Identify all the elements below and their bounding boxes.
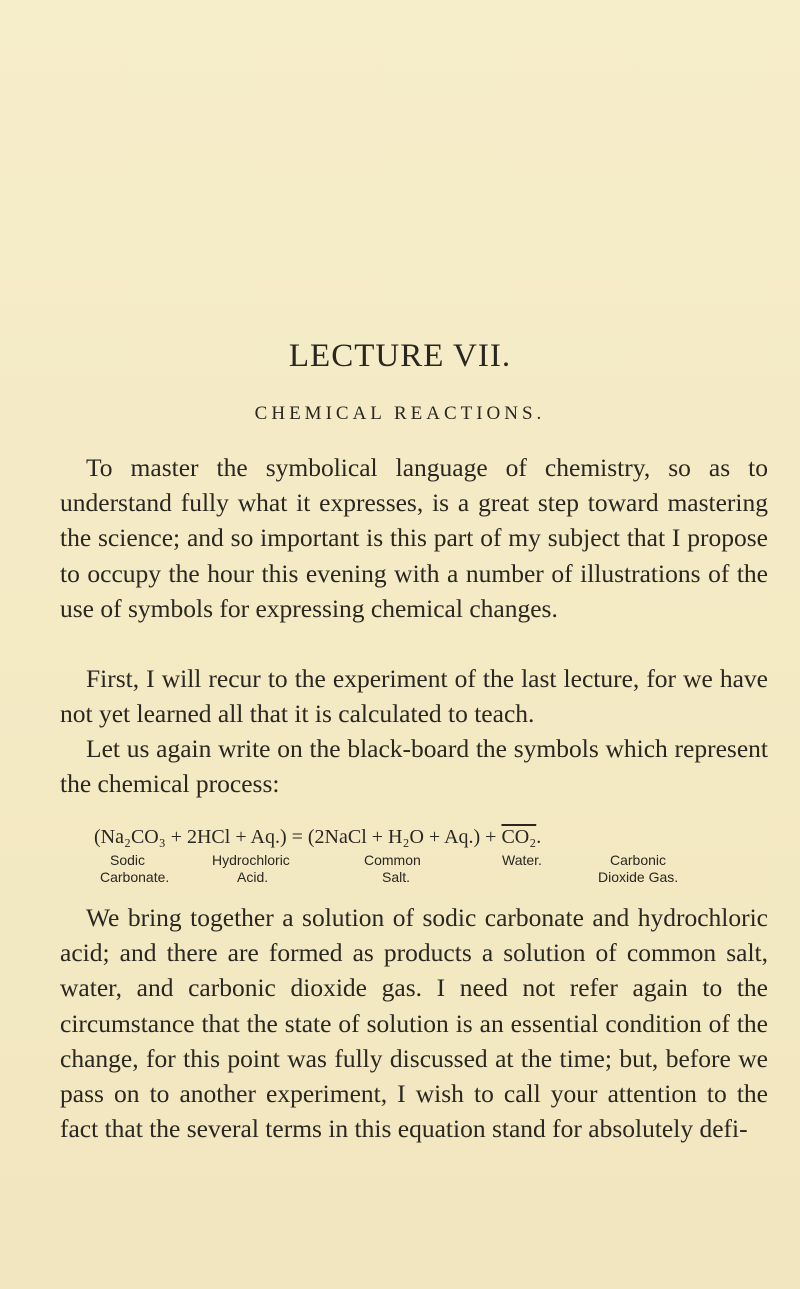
label-carbonate: Carbonate. — [100, 869, 170, 885]
paragraph-recur — [60, 661, 768, 731]
equation-end: . — [536, 826, 542, 848]
lecture-title: LECTURE VII. — [288, 338, 512, 374]
equation-gas: CO₂ — [501, 826, 537, 848]
label-water: Water. — [502, 852, 542, 868]
section-title: CHEMICAL REACTIONS. — [254, 403, 546, 424]
paragraph-recur-text: First, I will recur to the experiment of the last lecture, for we have not yet learned all that it is calculated to teach. — [60, 664, 768, 729]
label-salt: Salt. — [382, 869, 411, 885]
equation-left: (Na₂CO₃ + 2HCl + Aq.) = (2NaCl + H₂O + Aq.) + — [94, 826, 502, 848]
paragraph-blackboard — [60, 731, 768, 801]
paragraph-bring — [60, 900, 768, 1146]
paragraph-intro-text: To master the symbolical language of chemistry, so as to understand fully what it expresses, is a great step toward mastering the science; and so important is this part of my subject that I propose to occupy the hour this evening with a number of illustrations of the use of symbols for expressing chemical changes. — [60, 453, 768, 623]
label-hydrochloric: Hydrochloric — [212, 852, 290, 868]
label-sodic: Sodic — [110, 852, 146, 868]
label-dioxide-gas: Dioxide Gas. — [598, 869, 679, 885]
label-carbonic: Carbonic — [610, 852, 667, 868]
paragraph-blackboard-text: Let us again write on the black-board the symbols which represent the chemical process: — [60, 734, 768, 799]
chemical-equation — [94, 826, 734, 849]
paragraph-intro — [60, 450, 768, 626]
label-acid: Acid. — [237, 869, 269, 885]
label-common: Common — [364, 852, 421, 868]
paragraph-bring-text: We bring together a solution of sodic carbonate and hydrochloric acid; and there are formed as products a solution of common salt, water, and carbonic dioxide gas. I need not refer again to the circumstance that the state of solution is an essential condition of the change, for this point was fully discussed at the time; but, before we pass on to another experiment, I wish to call your attention to the fact that the several terms in this equation stand for absolutely defi- — [60, 903, 768, 1144]
